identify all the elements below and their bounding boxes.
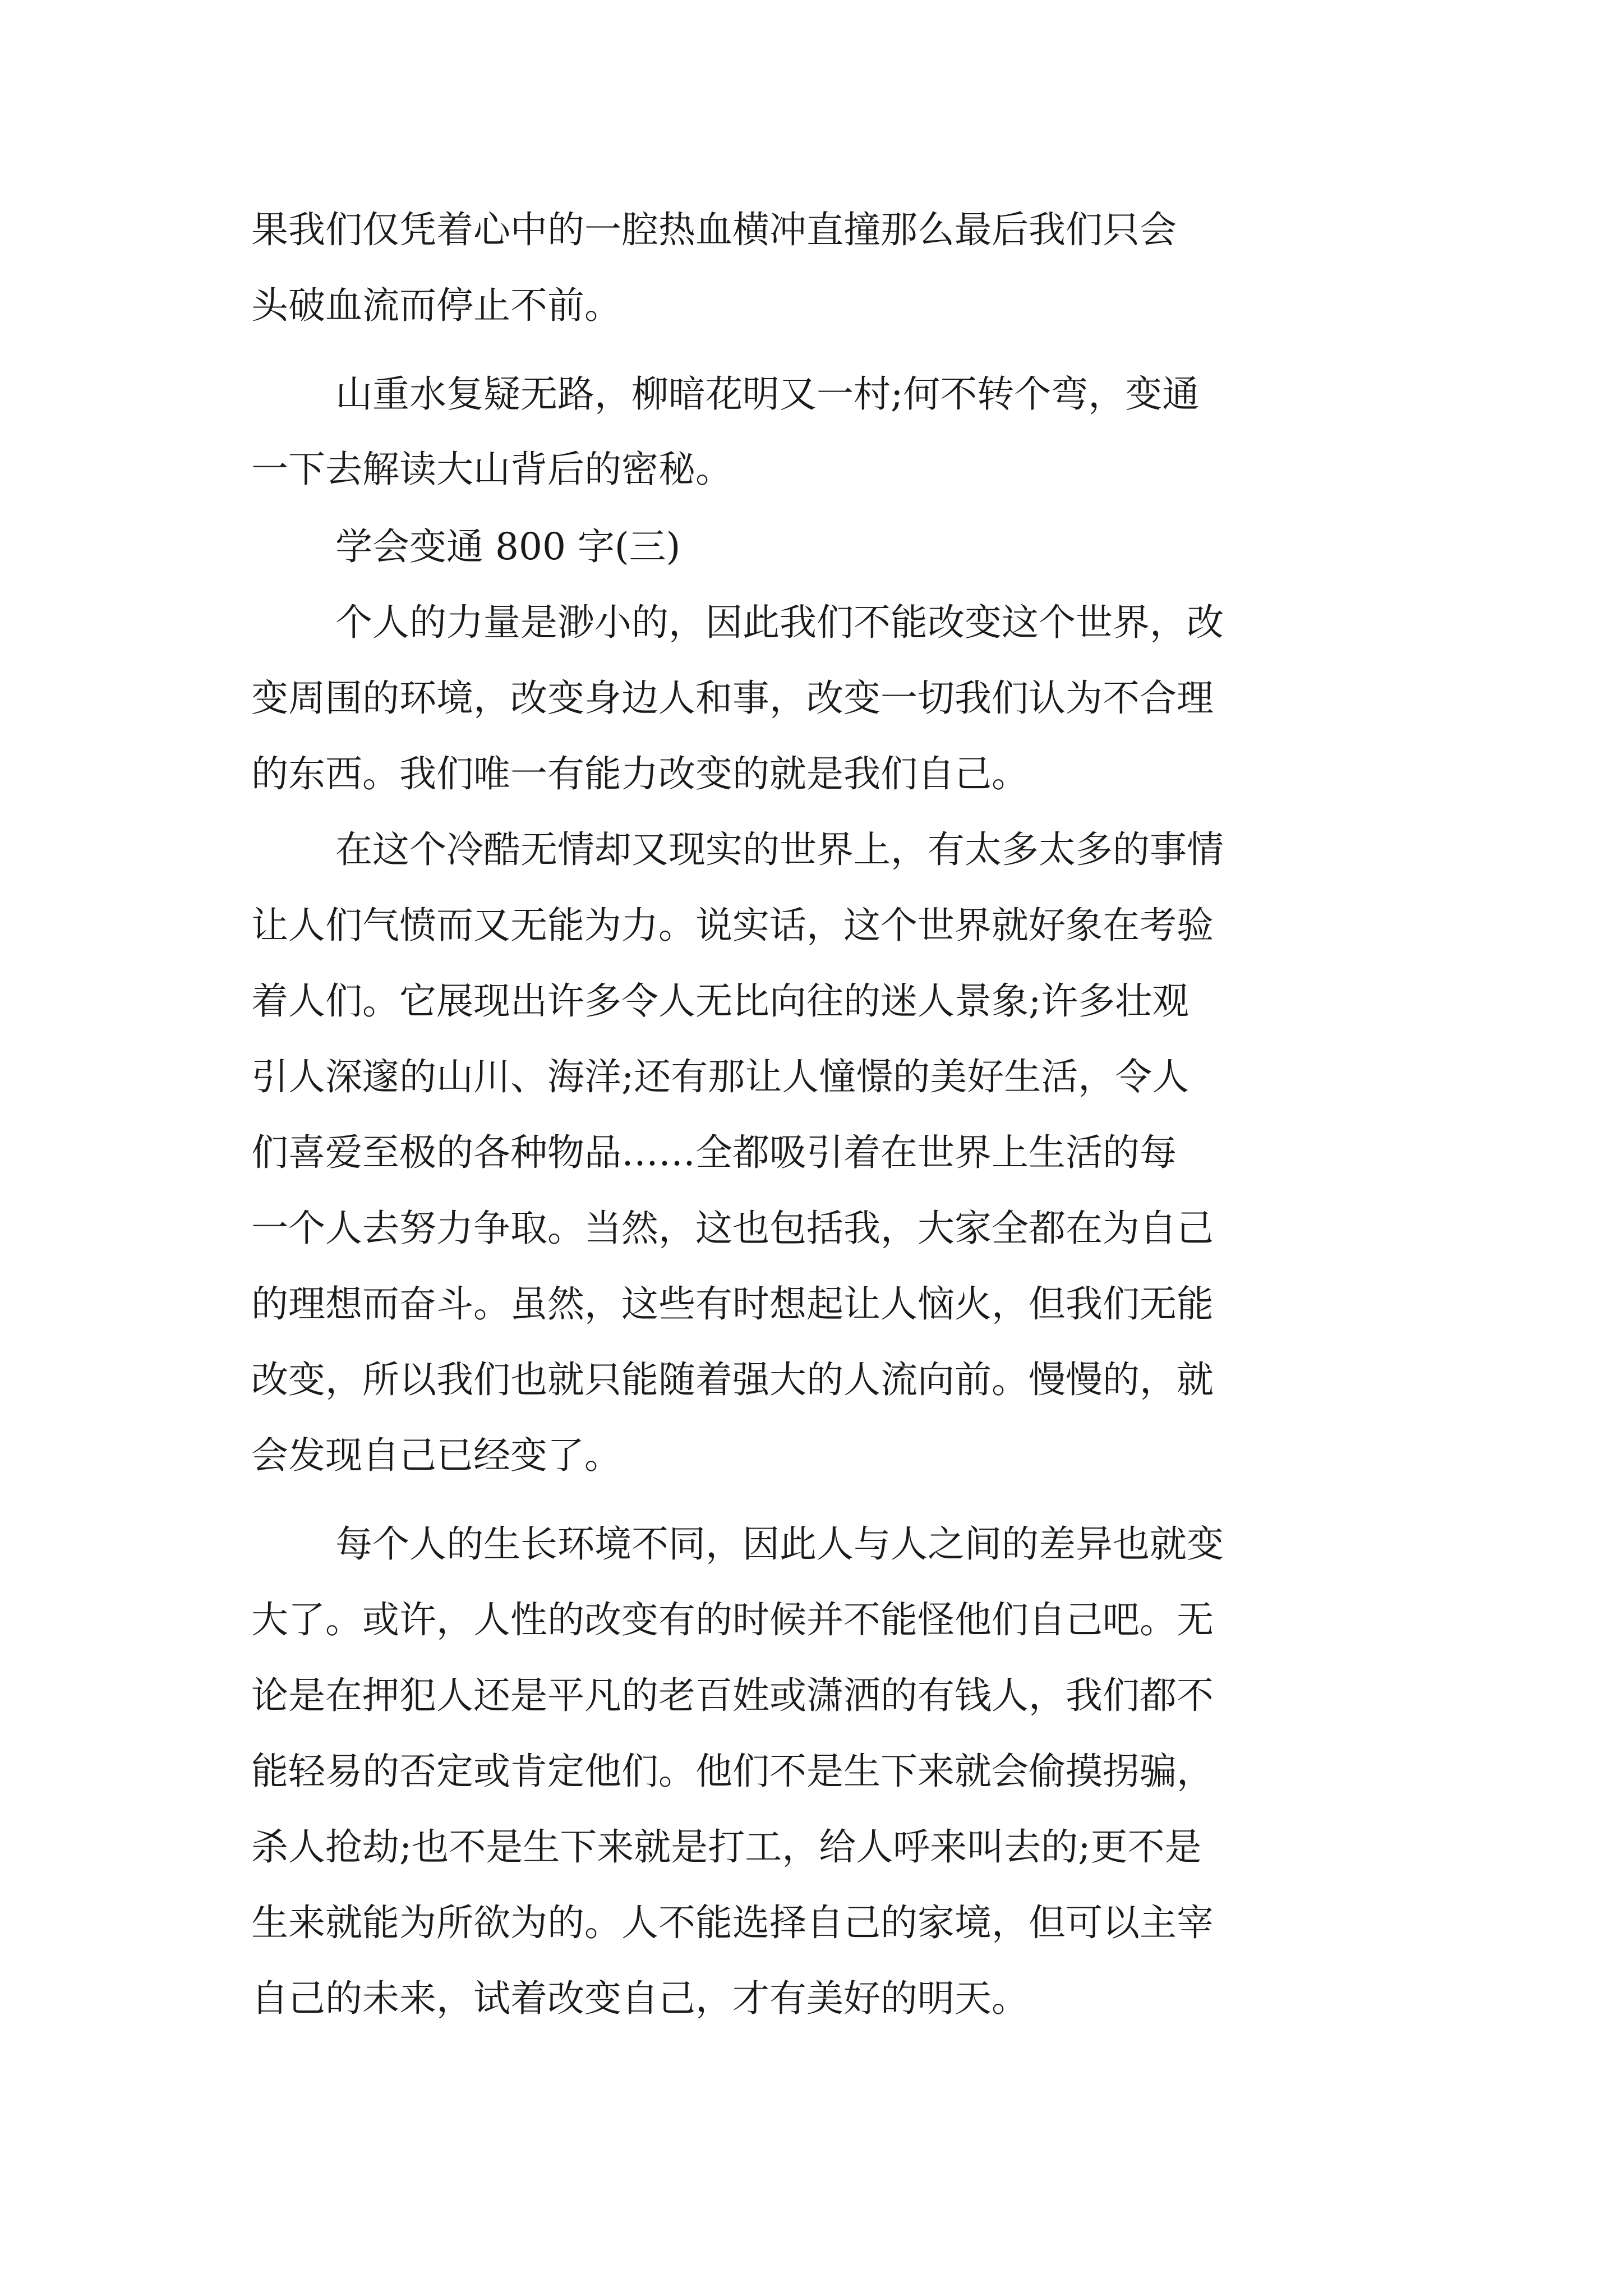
text-line: 引人深邃的山川、海洋;还有那让人憧憬的美好生活，令人	[251, 1055, 1189, 1098]
text-line: 让人们气愤而又无能为力。说实话，这个世界就好象在考验	[251, 904, 1214, 947]
text-line: 变周围的环境，改变身边人和事，改变一切我们认为不合理	[251, 677, 1214, 720]
text-line: 能轻易的否定或肯定他们。他们不是生下来就会偷摸拐骗，	[251, 1750, 1214, 1793]
text-line: 一个人去努力争取。当然，这也包括我，大家全都在为自己	[251, 1207, 1214, 1250]
text-line: 山重水复疑无路，柳暗花明又一村;何不转个弯，变通	[335, 372, 1200, 416]
text-line: 一下去解读大山背后的密秘。	[251, 448, 732, 491]
text-line: 的东西。我们唯一有能力改变的就是我们自己。	[251, 752, 1029, 795]
text-line: 大了。或许，人性的改变有的时候并不能怪他们自己吧。无	[251, 1598, 1214, 1641]
text-line: 每个人的生长环境不同，因此人与人之间的差异也就变	[335, 1522, 1224, 1566]
text-line: 着人们。它展现出许多令人无比向往的迷人景象;许多壮观	[251, 979, 1189, 1023]
text-line: 们喜爱至极的各种物品……全都吸引着在世界上生活的每	[251, 1131, 1177, 1174]
text-line: 自己的未来，试着改变自己，才有美好的明天。	[251, 1977, 1029, 2020]
text-line: 杀人抢劫;也不是生下来就是打工，给人呼来叫去的;更不是	[251, 1825, 1202, 1869]
text-line: 会发现自己已经变了。	[251, 1434, 621, 1477]
text-line: 果我们仅凭着心中的一腔热血横冲直撞那么最后我们只会	[251, 208, 1177, 251]
text-line: 改变，所以我们也就只能随着强大的人流向前。慢慢的，就	[251, 1358, 1214, 1401]
text-line: 论是在押犯人还是平凡的老百姓或潇洒的有钱人，我们都不	[251, 1674, 1214, 1717]
section-heading: 学会变通 800 字(三)	[335, 525, 681, 568]
text-line: 的理想而奋斗。虽然，这些有时想起让人恼火，但我们无能	[251, 1282, 1214, 1326]
text-line: 头破血流而停止不前。	[251, 284, 621, 327]
text-line: 生来就能为所欲为的。人不能选择自己的家境，但可以主宰	[251, 1901, 1214, 1944]
text-line: 在这个冷酷无情却又现实的世界上，有太多太多的事情	[335, 828, 1224, 871]
text-line: 个人的力量是渺小的，因此我们不能改变这个世界，改	[335, 601, 1224, 644]
